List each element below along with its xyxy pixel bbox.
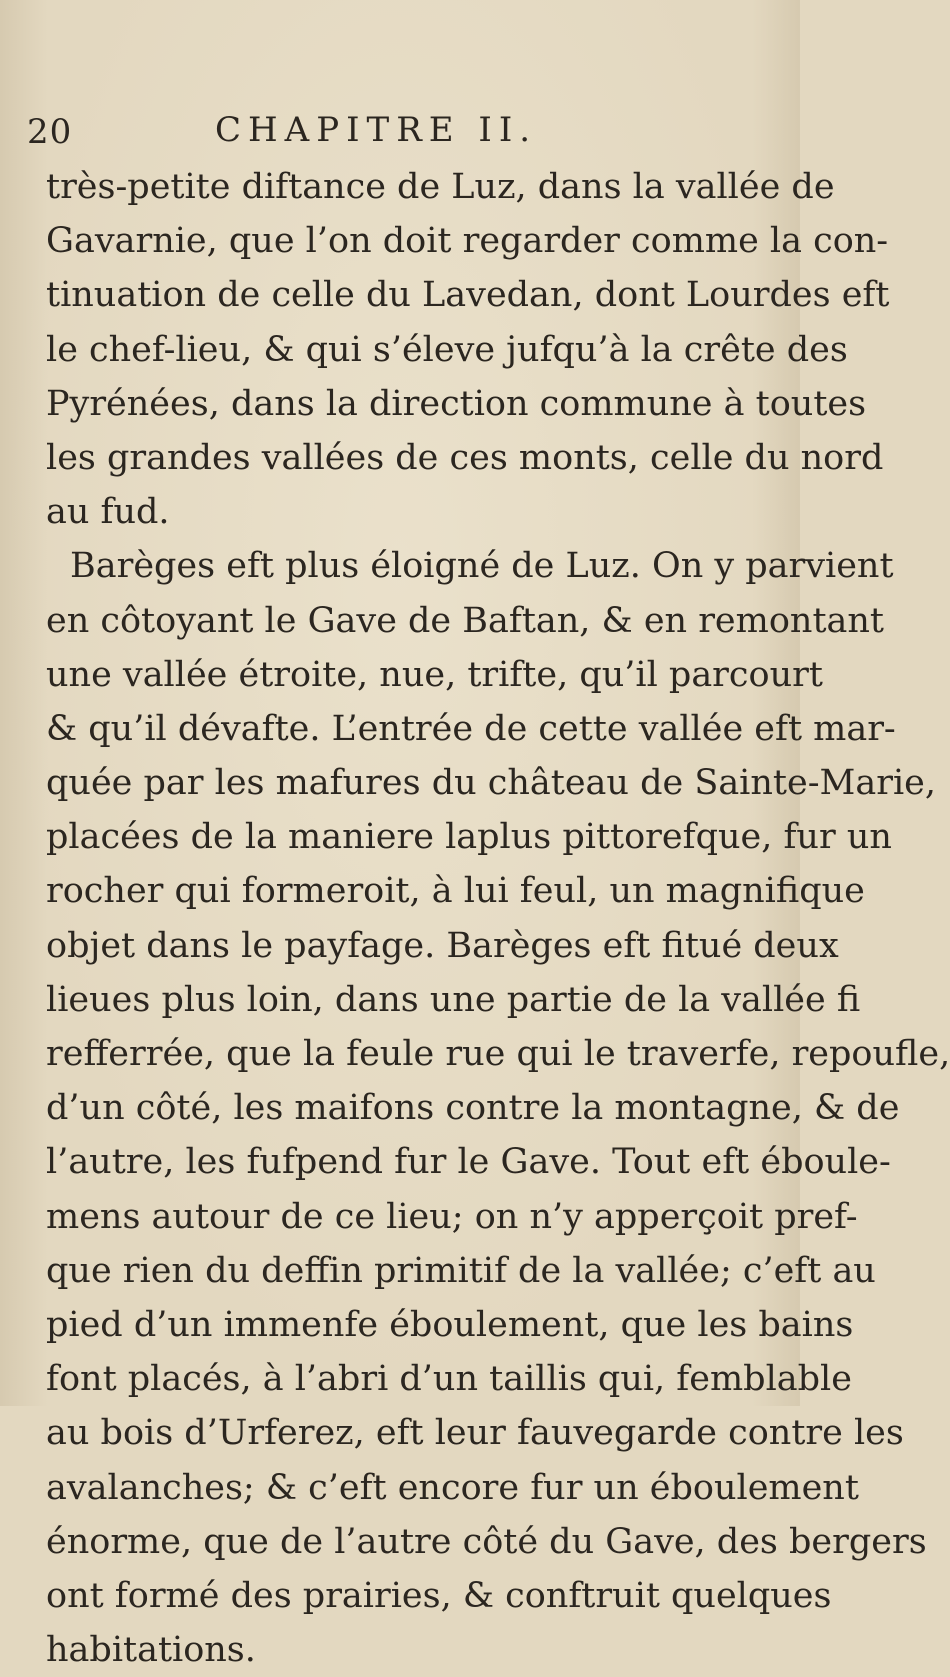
text-line: très-petite diftance de Luz, dans la vallée de <box>46 167 835 207</box>
page-header <box>0 108 800 158</box>
text-line: quée par les mafures du château de Sainte-Marie, <box>46 763 936 804</box>
text-line: pied d’un immenfe éboulement, que les bains <box>46 1304 854 1345</box>
text-line: le chef-lieu, & qui s’éleve jufqu’à la crête des <box>46 329 848 370</box>
text-line: que rien du deffin primitif de la vallée; c’eft au <box>46 1250 876 1291</box>
text-line: refferrée, que la feule rue qui le traverfe, repoufle, <box>46 1034 950 1074</box>
text-line: lieues plus loin, dans une partie de la vallée fi <box>46 979 861 1020</box>
text-line: au fud. <box>46 492 170 533</box>
text-line: une vallée étroite, nue, trifte, qu’il parcourt <box>46 654 823 695</box>
text-line: au bois d’Urferez, eft leur fauvegarde contre les <box>46 1413 904 1454</box>
text-line: habitations. <box>46 1630 256 1671</box>
text-line: Barèges eft plus éloigné de Luz. On y parvient <box>70 546 894 587</box>
text-line: Pyrénées, dans la direction commune à toutes <box>46 383 867 424</box>
text-line: objet dans le payfage. Barèges eft fitué deux <box>46 925 839 966</box>
running-head: CHAPITRE II. <box>215 110 538 150</box>
text-line: ont formé des prairies, & conftruit quelques <box>46 1575 832 1616</box>
text-line: Gavarnie, que l’on doit regarder comme la con- <box>46 221 889 262</box>
text-line: avalanches; & c’eft encore fur un éboulement <box>46 1467 859 1508</box>
text-line: mens autour de ce lieu; on n’y apperçoit pref- <box>46 1196 858 1237</box>
text-line: & qu’il dévafte. L’entrée de cette vallée eft mar- <box>46 708 896 749</box>
text-line: font placés, à l’abri d’un taillis qui, femblable <box>46 1359 852 1400</box>
text-line: placées de la maniere laplus pittorefque, fur un <box>46 817 892 858</box>
text-line: d’un côté, les maifons contre la montagne, & de <box>46 1088 900 1129</box>
text-line: tinuation de celle du Lavedan, dont Lourdes eft <box>46 275 890 316</box>
text-line: les grandes vallées de ces monts, celle du nord <box>46 437 884 478</box>
text-line: en côtoyant le Gave de Baftan, & en remontant <box>46 600 884 641</box>
text-line: énorme, que de l’autre côté du Gave, des bergers <box>46 1521 927 1562</box>
body-text <box>46 160 950 1677</box>
page-number: 20 <box>27 112 73 152</box>
text-line: rocher qui formeroit, à lui feul, un magnifique <box>46 871 865 912</box>
text-line: l’autre, les fufpend fur le Gave. Tout eft éboule- <box>46 1142 891 1183</box>
